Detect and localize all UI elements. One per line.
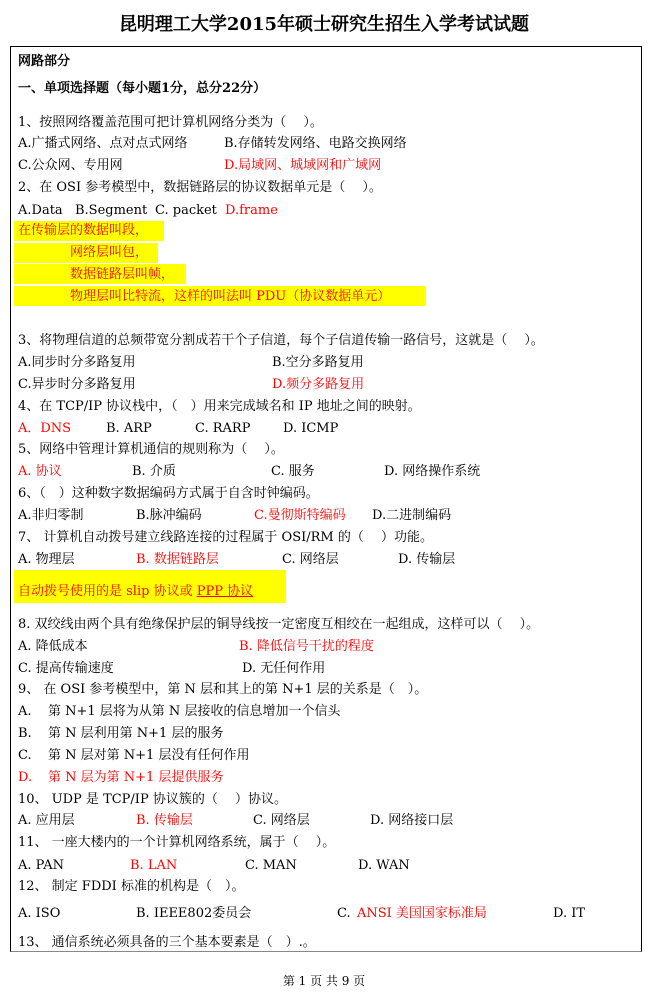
question-13: 13、 通信系统必须具备的三个基本要素是（ ）.。 [18, 935, 316, 950]
exam-title: 昆明理工大学2015年硕士研究生招生入学考试试题 [118, 14, 530, 35]
option-d: D. ICMP [283, 421, 339, 436]
option-b: B.Segment [75, 203, 148, 218]
question-1: 1、按照网络覆盖范围可把计算机网络分类为（ ）。 [18, 115, 323, 130]
option-a: A.Data [18, 203, 63, 218]
q12-options [18, 905, 628, 923]
q1-options-ab [18, 135, 618, 153]
question-7: 7、 计算机自动拨号建立线路连接的过程属于 OSI/RM 的（ ）功能。 [18, 530, 433, 545]
option-d-answer: D.frame [225, 203, 278, 218]
q5-options [18, 463, 618, 481]
question-4: 4、在 TCP/IP 协议栈中，（ ）用来完成域名和 IP 地址之间的映射。 [18, 399, 421, 414]
q1-options-cd [18, 157, 618, 175]
option-d: D. IT [553, 906, 586, 921]
q9-option-b [18, 725, 618, 743]
option-a: A. PAN [18, 858, 64, 873]
note-text: 自动拨号使用的是 slip 协议或 [18, 584, 197, 599]
option-c: C. 服务 [271, 464, 315, 479]
option-c: C. MAN [245, 858, 297, 873]
option-a: A.非归零制 [18, 508, 84, 523]
option-a: A. 降低成本 [18, 639, 88, 654]
option-b: B.脉冲编码 [136, 508, 202, 523]
option-text: 第 N 层利用第 N+1 层的服务 [48, 726, 224, 741]
option-b-answer: B. 降低信号干扰的程度 [239, 639, 374, 654]
option-d: D. 传输层 [398, 552, 456, 567]
option-c: C. packet [155, 203, 217, 218]
option-b-answer: B. 数据链路层 [136, 552, 219, 567]
question-10: 10、 UDP 是 TCP/IP 协议簇的（ ）协议。 [18, 792, 287, 807]
question-11: 11、 一座大楼内的一个计算机网络系统，属于（ ）。 [18, 835, 336, 850]
option-b: B. 介质 [132, 464, 176, 479]
option-b: B.空分多路复用 [272, 355, 364, 370]
option-a-answer: A．DNS [18, 421, 72, 436]
option-a: A. ISO [18, 906, 61, 921]
q8-options-cd [18, 660, 618, 678]
page-footer: 第 1 页 共 9 页 [282, 974, 366, 988]
option-d: D. 网络操作系统 [384, 464, 481, 479]
question-2: 2、在 OSI 参考模型中，数据链路层的协议数据单元是（ ）。 [18, 180, 382, 195]
option-d-answer: D.局域网、城域网和广域网 [224, 158, 382, 173]
question-8: 8. 双绞线由两个具有绝缘保护层的铜导线按一定密度互相绞在一起组成，这样可以（ ）。 [18, 617, 540, 632]
option-text: 第 N 层对第 N+1 层没有任何作用 [48, 748, 250, 763]
option-a: A.广播式网络、点对点式网络 [18, 136, 188, 151]
option-b-answer: B. 传输层 [136, 813, 193, 828]
option-d: D. WAN [358, 858, 410, 873]
note-line: 物理层叫比特流，这样的叫法叫 PDU（协议数据单元） [70, 289, 391, 304]
question-9: 9、 在 OSI 参考模型中，第 N 层和其上的第 N+1 层的关系是（ ）。 [18, 682, 428, 697]
note-underlined: PPP 协议 [196, 584, 254, 599]
question-12: 12、 制定 FDDI 标准的机构是（ ）。 [18, 879, 245, 894]
option-b: B. ARP [106, 421, 152, 436]
q8-options-ab [18, 638, 618, 656]
q4-options [18, 420, 618, 438]
option-c: C. 网络层 [282, 552, 339, 567]
option-a-answer: A. 协议 [18, 464, 62, 479]
q9-option-c [18, 747, 618, 765]
option-c: C. 网络层 [253, 813, 310, 828]
option-c: C. RARP [195, 421, 251, 436]
q10-options [18, 812, 618, 830]
q9-option-d-answer [18, 769, 618, 787]
question-5: 5、网络中管理计算机通信的规则称为（ ）。 [18, 442, 284, 457]
option-d: D. 无任何作用 [242, 661, 326, 676]
q2-options [18, 202, 618, 220]
option-b: B. IEEE802委员会 [136, 906, 252, 921]
note-line: 网络层叫包， [70, 245, 149, 260]
section-heading: 网路部分 [18, 54, 71, 69]
option-a: A. 应用层 [18, 813, 75, 828]
note-dialup [18, 583, 253, 601]
option-d: D. 网络接口层 [370, 813, 454, 828]
option-b: B.存储转发网络、电路交换网络 [224, 136, 407, 151]
option-c-answer: C.曼彻斯特编码 [254, 508, 346, 523]
q7-options [18, 551, 618, 569]
option-d: D.二进制编码 [372, 508, 452, 523]
part-heading: 一、单项选择题（每小题1分，总分22分） [18, 81, 267, 96]
note-line: 在传输层的数据叫段， [18, 223, 149, 238]
option-c-answer: ANSI 美国国家标准局 [357, 906, 487, 921]
option-letter: A. [18, 704, 32, 719]
option-letter: B. [18, 726, 32, 741]
option-b-answer: B. LAN [130, 858, 178, 873]
option-c: C. 提高传输速度 [18, 661, 114, 676]
option-a: A. 物理层 [18, 552, 75, 567]
option-c-letter: C. [337, 906, 351, 921]
option-c: C.异步时分多路复用 [18, 377, 136, 392]
q3-options-ab [18, 354, 618, 372]
option-c: C.公众网、专用网 [18, 158, 123, 173]
option-letter: C. [18, 748, 32, 763]
q9-option-a [18, 703, 618, 721]
option-text: 第 N 层为第 N+1 层提供服务 [48, 770, 224, 785]
option-letter: D. [18, 770, 33, 785]
q6-options [18, 507, 618, 525]
question-6: 6、（ ）这种数字数据编码方式属于自含时钟编码。 [18, 486, 319, 501]
q11-options [18, 857, 618, 875]
question-3: 3、将物理信道的总频带宽分割成若干个子信道，每个子信道传输一路信号，这就是（ ）。 [18, 333, 544, 348]
option-a: A.同步时分多路复用 [18, 355, 136, 370]
note-line: 数据链路层叫帧， [70, 267, 175, 282]
option-text: 第 N+1 层将为从第 N 层接收的信息增加一个信头 [48, 704, 341, 719]
option-d-answer: D.频分多路复用 [272, 377, 365, 392]
q3-options-cd [18, 376, 618, 394]
